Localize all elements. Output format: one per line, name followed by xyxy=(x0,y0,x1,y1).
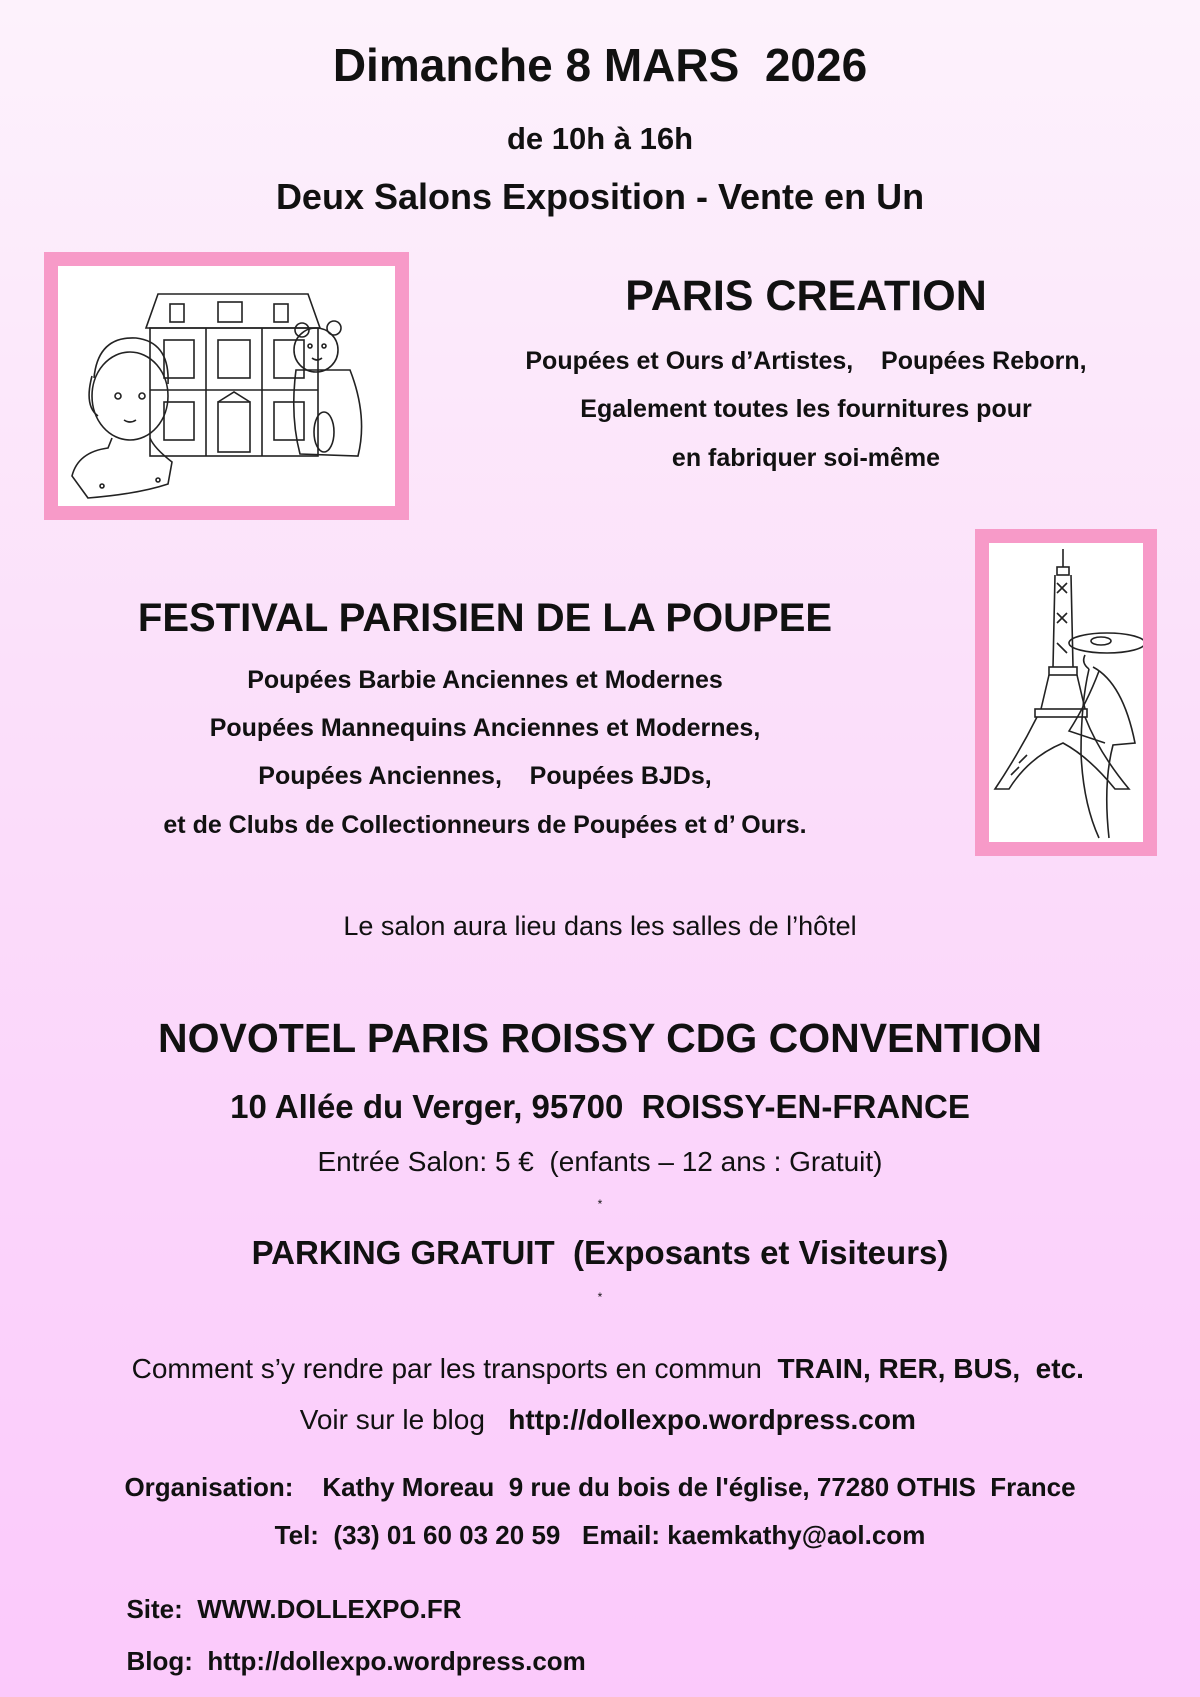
transport-modes: TRAIN, RER, BUS, etc. xyxy=(777,1353,1084,1384)
transport-info xyxy=(0,1327,1200,1383)
eiffel-lady-drawing-icon xyxy=(989,543,1143,842)
festival-title: FESTIVAL PARISIEN DE LA POUPEE xyxy=(137,596,833,640)
organisation-blog-link[interactable]: http://dollexpo.wordpress.com xyxy=(207,1646,586,1676)
dollhouse-drawing-icon xyxy=(58,266,395,506)
entry-price: Entrée Salon: 5 € (enfants – 12 ans : Gratuit) xyxy=(317,1146,883,1177)
paris-creation-title: PARIS CREATION xyxy=(625,272,987,320)
event-hours: de 10h à 16h xyxy=(506,121,694,156)
festival-line-4: et de Clubs de Collectionneurs de Poupées et d’ Ours. xyxy=(163,811,807,839)
paris-creation-line-2: Egalement toutes les fournitures pour xyxy=(580,395,1032,423)
venue-name: NOVOTEL PARIS ROISSY CDG CONVENTION xyxy=(158,1015,1042,1061)
parking-info: PARKING GRATUIT (Exposants et Visiteurs) xyxy=(251,1234,949,1271)
festival-line-1: Poupées Barbie Anciennes et Modernes xyxy=(247,666,723,694)
event-subtitle: Deux Salons Exposition - Vente en Un xyxy=(275,176,925,217)
blog-link[interactable]: http://dollexpo.wordpress.com xyxy=(508,1404,916,1435)
organisation-contact: Tel: (33) 01 60 03 20 59 Email: kaemkathy@aol.com xyxy=(274,1520,926,1550)
dollhouse-illustration xyxy=(44,252,409,520)
blog-info xyxy=(0,1378,1200,1434)
organisation-links xyxy=(112,1570,1112,1674)
separator-asterisk-2: * xyxy=(597,1290,603,1304)
blog-text: Voir sur le blog xyxy=(299,1404,509,1435)
transport-text: Comment s’y rendre par les transports en commun xyxy=(131,1353,778,1384)
paris-creation-line-1: Poupées et Ours d’Artistes, Poupées Reborn, xyxy=(525,347,1087,375)
venue-intro: Le salon aura lieu dans les salles de l’hôtel xyxy=(343,911,857,941)
organisation-address: Organisation: Kathy Moreau 9 rue du bois de l'église, 77280 OTHIS France xyxy=(124,1472,1076,1502)
paris-creation-line-3: en fabriquer soi-même xyxy=(671,444,941,472)
eiffel-tower-illustration xyxy=(975,529,1157,856)
festival-line-2: Poupées Mannequins Anciennes et Modernes, xyxy=(209,714,761,742)
venue-address: 10 Allée du Verger, 95700 ROISSY-EN-FRANCE xyxy=(230,1088,970,1125)
site-label: Site: xyxy=(126,1594,198,1624)
site-link[interactable]: WWW.DOLLEXPO.FR xyxy=(197,1594,462,1624)
blog-label: Blog: xyxy=(126,1646,208,1676)
festival-line-3: Poupées Anciennes, Poupées BJDs, xyxy=(258,762,712,790)
event-date: Dimanche 8 MARS 2026 xyxy=(332,39,868,91)
separator-asterisk: * xyxy=(597,1197,603,1211)
